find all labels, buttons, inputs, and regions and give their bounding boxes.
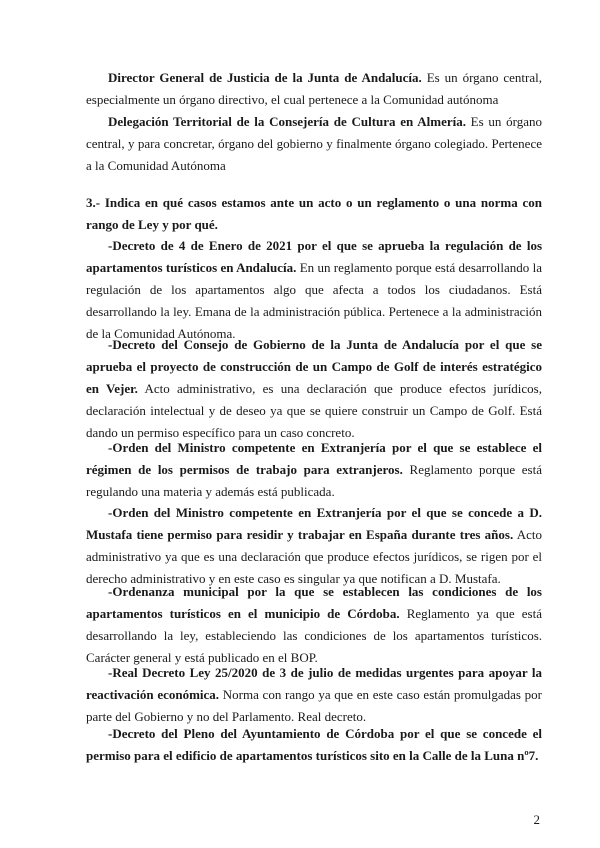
- paragraph-text: Es un órgano central, y para concretar, órgano del gobierno y finalmente órgano colegiado. Pertenece a la Comunidad Autónoma: [86, 114, 542, 173]
- question-text: 3.- Indica en qué casos estamos ante un acto o un reglamento o una norma con rango de Ley y por qué.: [86, 195, 542, 232]
- paragraph-director-general: [86, 67, 542, 111]
- paragraph-pleno-cordoba: [86, 723, 542, 767]
- paragraph-text: Acto administrativo, es una declaración que produce efectos jurídicos, declaración intelectual y de deseo ya que se quiere construir un Campo de Golf. Está dando un permiso específico para un caso concreto.: [86, 381, 542, 440]
- paragraph-text: Reglamento ya que está desarrollando la ley, estableciendo las condiciones de los apartamentos turísticos. Carácter general y está publicado en el BOP.: [86, 606, 542, 665]
- paragraph-heading: Director General de Justicia de la Junta de Andalucía.: [108, 70, 422, 85]
- paragraph-real-decreto-ley: [86, 662, 542, 728]
- question-heading: [86, 192, 542, 236]
- paragraph-heading: -Orden del Ministro competente en Extranjería por el que se establece el régimen de los permisos de trabajo para extranjeros.: [86, 440, 542, 477]
- paragraph-orden-permisos-trabajo: [86, 437, 542, 503]
- paragraph-ordenanza-cordoba: [86, 581, 542, 669]
- paragraph-delegacion-territorial: [86, 111, 542, 177]
- page-number: 2: [533, 812, 540, 827]
- paragraph-text: En un reglamento porque está desarrollando la regulación de los apartamentos algo que afecta a todos los ciudadanos. Está desarrollando la ley. Emana de la administración pública. Pertenece a la administración de la Comunidad Autónoma.: [86, 260, 543, 341]
- paragraph-text: Es un órgano central, especialmente un órgano directivo, el cual pertenece a la Comunidad autónoma: [86, 70, 542, 107]
- paragraph-text: Norma con rango ya que en este caso están promulgadas por parte del Gobierno y no del Parlamento. Real decreto.: [86, 687, 543, 724]
- paragraph-decreto-apartamentos: [86, 235, 542, 345]
- paragraph-heading: Delegación Territorial de la Consejería de Cultura en Almería.: [108, 114, 466, 129]
- paragraph-heading: -Orden del Ministro competente en Extranjería por el que se concede a D. Mustafa tiene permiso para residir y trabajar en España durante tres años.: [86, 505, 542, 542]
- paragraph-heading: -Decreto del Pleno del Ayuntamiento de Córdoba por el que se concede el permiso para el edificio de apartamentos turísticos sito en la Calle de la Luna nº7.: [86, 726, 542, 763]
- paragraph-text: Reglamento porque está regulando una materia y además está publicada.: [86, 462, 542, 499]
- paragraph-campo-golf: [86, 334, 542, 444]
- paragraph-text: Acto administrativo ya que es una declaración que produce efectos jurídicos, se rigen por el derecho administrativo y en este caso es singular ya que notifican a D. Mustafa.: [86, 527, 542, 586]
- paragraph-heading: -Real Decreto Ley 25/2020 de 3 de julio de medidas urgentes para apoyar la reactivación económica.: [86, 665, 542, 702]
- paragraph-orden-mustafa: [86, 502, 542, 590]
- paragraph-heading: -Ordenanza municipal por la que se establecen las condiciones de los apartamentos turísticos en el municipio de Córdoba.: [86, 584, 542, 621]
- paragraph-heading: -Decreto del Consejo de Gobierno de la Junta de Andalucía por el que se aprueba el proyecto de construcción de un Campo de Golf de interés estratégico en Vejer.: [86, 337, 542, 396]
- paragraph-heading: -Decreto de 4 de Enero de 2021 por el que se aprueba la regulación de los apartamentos turísticos en Andalucía.: [86, 238, 542, 275]
